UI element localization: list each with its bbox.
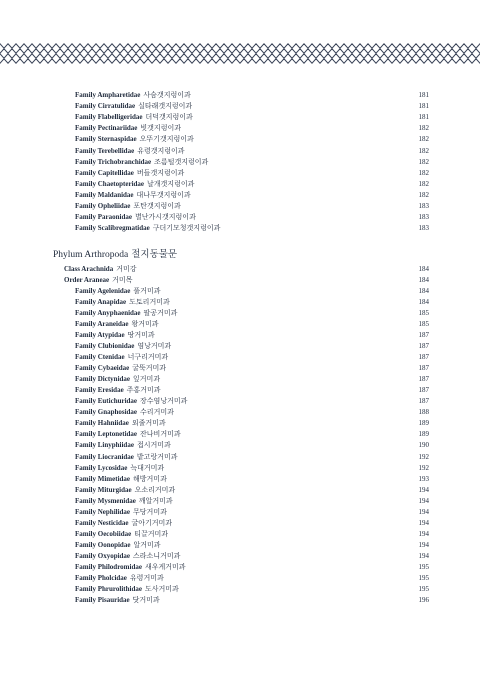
toc-entry — [0, 562, 480, 573]
toc-entry-korean: 실타래갯지렁이과 — [138, 102, 193, 111]
toc-entry-page-number: 184 — [418, 276, 429, 285]
toc-entry-page-number: 188 — [418, 408, 429, 417]
toc-entry — [0, 319, 480, 330]
toc-entry-page-number: 181 — [418, 91, 429, 99]
toc-entry-korean: 너구리거미과 — [127, 353, 169, 362]
toc-entry-name: Family Oecobiidae 티끌거미과 — [75, 529, 169, 538]
toc-entry-name: Family Eutichuridae 장수염낭거미과 — [75, 397, 188, 406]
toc-entry-name: Family Terebellidae 유령갯지렁이과 — [75, 146, 185, 155]
toc-entry-name: Family Pectinariidae 빗갯지렁이과 — [75, 124, 181, 133]
toc-entry-name: Family Hahniidae 외줄거미과 — [75, 419, 166, 428]
toc-entry-korean: 구더기모청갯지렁이과 — [152, 224, 221, 233]
toc-entry-name: Family Ctenidae 너구리거미과 — [75, 353, 169, 362]
toc-entry-korean: 잔나비거미과 — [140, 430, 181, 439]
toc-entry-korean: 포탄갯지렁이과 — [133, 202, 181, 210]
toc-entry-korean: 스라소니거미과 — [133, 551, 181, 560]
toc-entry-page-number: 194 — [418, 496, 429, 505]
toc-entry — [0, 297, 480, 308]
toc-entry-korean: 알거미과 — [133, 540, 161, 549]
toc-entry-korean: 해방거미과 — [133, 474, 167, 483]
toc-entry-name: Family Cirratulidae 실타래갯지렁이과 — [75, 102, 193, 111]
toc-entry-page-number: 195 — [418, 573, 429, 582]
toc-entry — [0, 168, 480, 179]
toc-entry-page-number: 195 — [418, 584, 429, 593]
toc-entry-korean: 별난가시갯지렁이과 — [134, 213, 196, 222]
toc-entry — [0, 264, 480, 275]
toc-entry — [0, 463, 480, 474]
toc-entry-name: Class Arachnida 거미강 — [64, 265, 137, 273]
toc-entry — [0, 374, 480, 385]
toc-entry — [0, 179, 480, 190]
toc-entry-name: Family Mysmenidae 깨알거미과 — [75, 496, 173, 505]
toc-entry-name: Family Pholcidae 유령거미과 — [75, 573, 164, 582]
toc-entry-page-number: 182 — [418, 146, 429, 155]
toc-entry-name: Family Paraonidae 별난가시갯지렁이과 — [75, 213, 196, 222]
toc-entry-page-number: 184 — [418, 287, 429, 296]
toc-entry-korean: 접시거미과 — [136, 441, 171, 450]
toc-entry-page-number: 194 — [418, 540, 429, 549]
toc-entry — [0, 134, 480, 145]
toc-entry — [0, 123, 480, 134]
toc-entry-name: Family Clubionidae 염낭거미과 — [75, 342, 172, 351]
toc-entry — [0, 529, 480, 540]
toc-entry-name: Family Eresidae 주홍거미과 — [75, 386, 161, 395]
toc-entry — [0, 212, 480, 223]
zigzag-wave-border-icon — [0, 42, 480, 64]
toc-entry-korean: 유령거미과 — [129, 573, 164, 582]
toc-entry-page-number: 187 — [418, 353, 429, 362]
toc-entry-page-number: 195 — [418, 562, 429, 571]
toc-entry-name: Family Miturgidae 오소리거미과 — [75, 485, 176, 494]
toc-entry-name: Family Mimetidae 해방거미과 — [75, 474, 167, 483]
toc-entry-korean: 거미목 — [112, 276, 133, 285]
toc-entry-korean: 더덕갯지렁이과 — [145, 113, 193, 122]
toc-entry — [0, 452, 480, 463]
toc-entry — [0, 112, 480, 123]
phylum-heading-korean: 절지동물문 — [131, 250, 178, 260]
toc-entry-page-number: 187 — [418, 397, 429, 406]
toc-entry-korean: 밭고랑거미과 — [136, 452, 178, 461]
toc-entry-name: Family Liocranidae 밭고랑거미과 — [75, 452, 178, 461]
toc-entry-korean: 굴아기거미과 — [131, 518, 173, 527]
toc-entry — [0, 396, 480, 407]
toc-entry-page-number: 182 — [418, 179, 429, 188]
toc-entry-korean: 굴뚝거미과 — [132, 364, 167, 373]
toc-entry-name: Family Anyphaenidae 팔공거미과 — [75, 309, 178, 318]
toc-entry — [0, 363, 480, 374]
toc-entry-name: Family Ampharetidae 사슴갯지렁이과 — [75, 91, 191, 99]
toc-entry-page-number: 183 — [418, 224, 429, 233]
toc-entry-page-number: 187 — [418, 375, 429, 384]
toc-entry-page-number: 194 — [418, 518, 429, 527]
toc-entry — [0, 518, 480, 529]
toc-entry-name: Family Linyphiidae 접시거미과 — [75, 441, 171, 450]
toc-entry-page-number: 181 — [418, 113, 429, 122]
toc-entry-korean: 티끌거미과 — [134, 529, 169, 538]
toc-entry — [0, 308, 480, 319]
toc-entry-korean: 빗갯지렁이과 — [140, 124, 181, 133]
toc-entry — [0, 507, 480, 518]
toc-entry — [0, 474, 480, 485]
toc-entry — [0, 573, 480, 584]
toc-entry-korean: 주홍거미과 — [126, 386, 161, 395]
toc-entry-korean: 날개갯지렁이과 — [147, 179, 195, 188]
toc-entry-page-number: 184 — [418, 265, 429, 273]
toc-entry — [0, 551, 480, 562]
toc-entry-name: Family Opheliidae 포탄갯지렁이과 — [75, 202, 181, 210]
toc-entry-name: Family Phrurolithidae 도사거미과 — [75, 584, 179, 593]
toc-entry-name: Family Cybaeidae 굴뚝거미과 — [75, 364, 167, 373]
toc-entry-page-number: 187 — [418, 331, 429, 340]
toc-entry-page-number: 182 — [418, 124, 429, 133]
toc-entry — [0, 146, 480, 157]
toc-entry-korean: 버들갯지렁이과 — [136, 168, 185, 177]
toc-entry-page-number: 182 — [418, 157, 429, 166]
toc-entry — [0, 584, 480, 595]
toc-entry-korean: 조름털갯지렁이과 — [154, 157, 209, 166]
toc-entry — [0, 341, 480, 352]
toc-entry — [0, 223, 480, 234]
toc-entry-korean: 도토리거미과 — [129, 298, 170, 307]
toc-entry — [0, 595, 480, 606]
toc-entry-name: Family Oonopidae 알거미과 — [75, 540, 161, 549]
toc-entry-page-number: 182 — [418, 168, 429, 177]
toc-entry — [0, 352, 480, 363]
toc-entry-name: Family Flabelligeridae 더덕갯지렁이과 — [75, 113, 193, 122]
toc-entry-page-number: 196 — [418, 595, 429, 604]
toc-entry — [0, 440, 480, 451]
toc-entry-name: Family Scalibregmatidae 구더기모청갯지렁이과 — [75, 224, 221, 233]
toc-entry-name: Family Agelenidae 풀거미과 — [75, 287, 161, 296]
toc-entry-korean: 새우게거미과 — [144, 562, 186, 571]
toc-entry-name: Family Capitellidae 버들갯지렁이과 — [75, 168, 185, 177]
toc-entry-korean: 오뚜기갯지렁이과 — [139, 135, 194, 144]
toc-entry-page-number: 182 — [418, 190, 429, 199]
toc-entry-page-number: 184 — [418, 298, 429, 307]
toc-entry-page-number: 193 — [418, 474, 429, 483]
phylum-heading-name: Phylum Arthropoda — [53, 250, 129, 260]
toc-entry-page-number: 189 — [418, 419, 429, 428]
toc-entry-korean: 땅거미과 — [127, 331, 155, 340]
toc-entry-korean: 깨알거미과 — [138, 496, 173, 505]
toc-entry-page-number: 192 — [418, 463, 429, 472]
toc-entry-korean: 오소리거미과 — [134, 485, 176, 494]
toc-entry-page-number: 189 — [418, 430, 429, 439]
toc-entry-korean: 무당거미과 — [133, 507, 167, 516]
toc-entry-page-number: 192 — [418, 452, 429, 461]
toc-entry-page-number: 194 — [418, 551, 429, 560]
toc-entry-name: Family Atypidae 땅거미과 — [75, 331, 155, 340]
toc-entry-name: Family Nesticidae 굴아기거미과 — [75, 518, 173, 527]
toc-entry — [0, 101, 480, 112]
toc-entry — [0, 485, 480, 496]
toc-entry-page-number: 194 — [418, 485, 429, 494]
toc-entry — [0, 429, 480, 440]
toc-entry-name: Family Pisauridae 닷거미과 — [75, 595, 160, 604]
toc-entry-name: Family Leptonetidae 잔나비거미과 — [75, 430, 181, 439]
toc-entry — [0, 540, 480, 551]
toc-entry-page-number: 182 — [418, 135, 429, 144]
toc-entry — [0, 407, 480, 418]
toc-entry-korean: 왕거미과 — [131, 320, 159, 329]
toc-entry-name: Family Lycosidae 늑대거미과 — [75, 463, 165, 472]
toc-entry-name: Order Araneae 거미목 — [64, 276, 133, 285]
toc-entry-page-number: 190 — [418, 441, 429, 450]
toc-entry-korean: 거미강 — [116, 265, 137, 273]
toc-entry — [0, 385, 480, 396]
toc-entry-page-number: 194 — [418, 507, 429, 516]
toc-entry-name: Family Nephilidae 무당거미과 — [75, 507, 167, 516]
toc-entry-korean: 수리거미과 — [140, 408, 174, 417]
toc-entry-korean: 장수염낭거미과 — [140, 397, 188, 406]
toc-entry-name: Family Chaetopteridae 날개갯지렁이과 — [75, 179, 195, 188]
toc-entry-page-number: 187 — [418, 364, 429, 373]
toc-entry-name: Family Oxyopidae 스라소니거미과 — [75, 551, 181, 560]
toc-entry-name: Family Maldanidae 대나무갯지렁이과 — [75, 190, 191, 199]
toc-entry-korean: 대나무갯지렁이과 — [136, 190, 191, 199]
toc-entry-korean: 염낭거미과 — [137, 342, 172, 351]
toc-entry-page-number: 183 — [418, 202, 429, 210]
toc-entry-name: Family Dictynidae 잎거미과 — [75, 375, 161, 384]
toc-entry-name: Family Philodromidae 새우게거미과 — [75, 562, 186, 571]
toc-entry-korean: 늑대거미과 — [130, 463, 165, 472]
toc-entry-page-number: 183 — [418, 213, 429, 222]
toc-entry — [0, 275, 480, 286]
toc-entry-name: Family Sternaspidae 오뚜기갯지렁이과 — [75, 135, 194, 144]
toc-entry-name: Family Trichobranchidae 조름털갯지렁이과 — [75, 157, 209, 166]
toc-entry — [0, 286, 480, 297]
toc-entry-page-number: 187 — [418, 386, 429, 395]
toc-entry-page-number: 185 — [418, 309, 429, 318]
toc-entry-page-number: 181 — [418, 102, 429, 111]
toc-entry-korean: 사슴갯지렁이과 — [143, 91, 191, 99]
toc-entry-name: Family Araneidae 왕거미과 — [75, 320, 159, 329]
toc-entry-korean: 도사거미과 — [144, 584, 179, 593]
phylum-heading — [53, 248, 177, 262]
toc-entry — [0, 496, 480, 507]
toc-entry-page-number: 185 — [418, 320, 429, 329]
toc-entry-korean: 유령갯지렁이과 — [137, 146, 185, 155]
toc-entry-name: Family Anapidae 도토리거미과 — [75, 298, 170, 307]
toc-entry-korean: 외줄거미과 — [131, 419, 166, 428]
toc-entry-page-number: 194 — [418, 529, 429, 538]
toc-entry-page-number: 187 — [418, 342, 429, 351]
toc-entry-korean: 팔공거미과 — [143, 309, 178, 318]
toc-entry-name: Family Gnaphosidae 수리거미과 — [75, 408, 174, 417]
toc-entry-korean: 풀거미과 — [133, 287, 161, 296]
toc-entry — [0, 190, 480, 201]
toc-entry — [0, 418, 480, 429]
toc-entry — [0, 330, 480, 341]
toc-entry — [0, 90, 480, 101]
toc-entry — [0, 157, 480, 168]
toc-entry-korean: 닷거미과 — [132, 595, 160, 604]
toc-entry-korean: 잎거미과 — [133, 375, 161, 384]
toc-entry — [0, 201, 480, 212]
